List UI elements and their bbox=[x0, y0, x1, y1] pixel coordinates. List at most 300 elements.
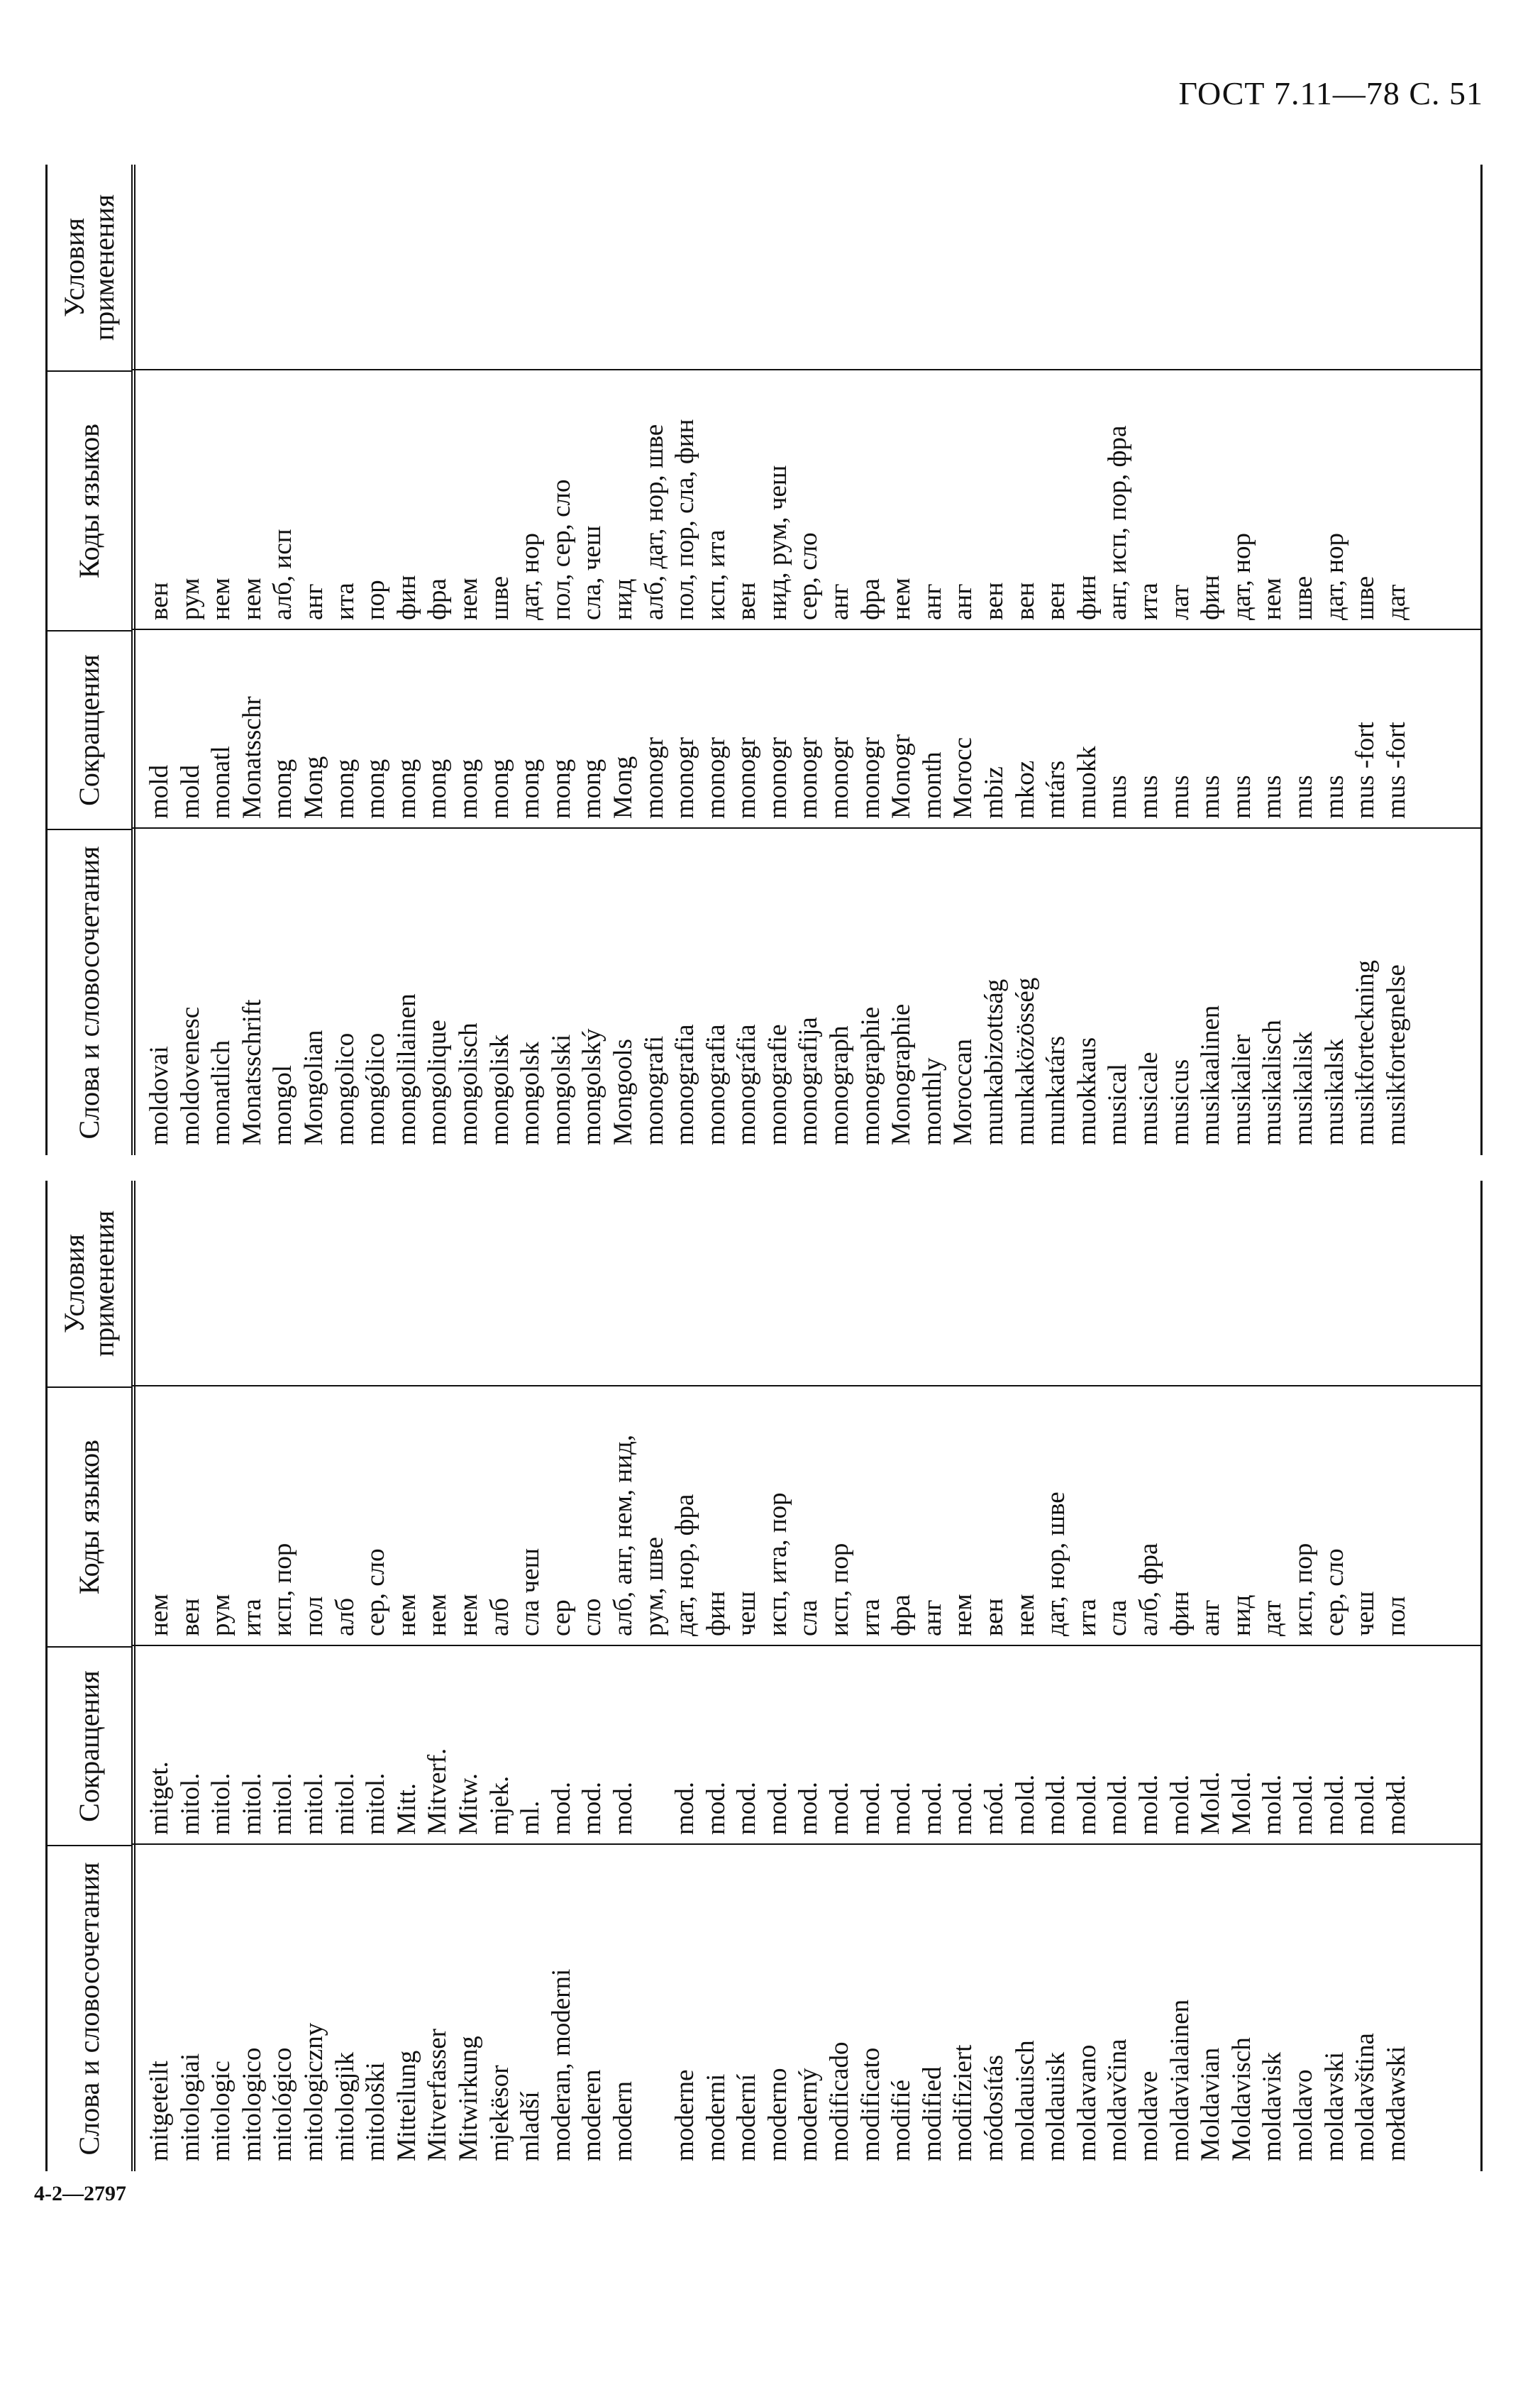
entry-word: musikalisch bbox=[1258, 1020, 1287, 1145]
header-conditions: Условия применения bbox=[58, 194, 120, 341]
entry-abbreviation: mod. bbox=[794, 1781, 824, 1835]
entry-language-codes: нид bbox=[1226, 1594, 1256, 1636]
entry-word: moldavština bbox=[1351, 2033, 1380, 2161]
entry-language-codes: нем bbox=[237, 578, 267, 620]
table-row bbox=[422, 1181, 453, 2171]
entry-word: moldavčina bbox=[1103, 2039, 1133, 2161]
entry-language-codes: исп, ита bbox=[701, 529, 731, 620]
entry-abbreviation: mod. bbox=[546, 1781, 576, 1835]
entry-word: muokkaus bbox=[1072, 1037, 1102, 1145]
entry-word: Monatsschrift bbox=[237, 999, 267, 1145]
entry-language-codes: нем bbox=[145, 1594, 174, 1636]
entry-abbreviation: Mold. bbox=[1196, 1771, 1226, 1835]
entry-language-codes: фин bbox=[701, 1591, 731, 1636]
table-row bbox=[1381, 165, 1412, 1155]
entry-word: musicale bbox=[1134, 1052, 1163, 1145]
entry-abbreviation: mong bbox=[392, 759, 421, 819]
entry-language-codes: рум bbox=[206, 1594, 236, 1636]
table-row bbox=[453, 1181, 484, 2171]
entry-language-codes: дат bbox=[1381, 584, 1411, 620]
entry-language-codes: нем bbox=[453, 1594, 483, 1636]
table-row bbox=[793, 1181, 824, 2171]
left-table bbox=[45, 1181, 1483, 2171]
table-row bbox=[577, 165, 608, 1155]
entry-language-codes: анг bbox=[917, 1599, 947, 1636]
left-table-header bbox=[48, 1181, 135, 2171]
entry-language-codes: вен bbox=[732, 582, 762, 620]
entry-abbreviation: mod. bbox=[763, 1781, 792, 1835]
table-row bbox=[175, 1181, 206, 2171]
header-abbreviations: Сокращения bbox=[48, 1646, 131, 1845]
entry-abbreviation: monogr bbox=[825, 737, 855, 819]
entry-word: musicus bbox=[1165, 1059, 1195, 1145]
entry-language-codes: фра bbox=[855, 578, 885, 620]
table-row bbox=[546, 1181, 577, 2171]
entry-language-codes: вен bbox=[1010, 582, 1040, 620]
entry-word: Mitverfasser bbox=[423, 2029, 453, 2161]
table-row bbox=[1288, 1181, 1319, 2171]
entry-word: moldavialainen bbox=[1165, 1999, 1195, 2161]
entry-abbreviation: mong bbox=[484, 759, 514, 819]
entry-language-codes: пол bbox=[1381, 1596, 1411, 1636]
entry-abbreviation: mjek. bbox=[484, 1775, 514, 1835]
entry-abbreviation: mong bbox=[361, 759, 391, 819]
table-row bbox=[701, 1181, 732, 2171]
table-row bbox=[731, 1181, 763, 2171]
left-table-body bbox=[144, 1181, 1412, 2171]
entry-abbreviation: mitget. bbox=[145, 1761, 174, 1835]
table-row bbox=[392, 1181, 423, 2171]
table-row bbox=[484, 165, 516, 1155]
entry-language-codes: нем bbox=[423, 1594, 453, 1636]
entry-abbreviation: mus bbox=[1165, 775, 1195, 819]
entry-abbreviation: mold. bbox=[1103, 1774, 1133, 1835]
entry-language-codes: фра bbox=[423, 578, 453, 620]
entry-word: modifiziert bbox=[948, 2044, 978, 2161]
entry-language-codes: ита bbox=[1072, 1599, 1102, 1636]
entry-word: moderan, moderni bbox=[546, 1968, 576, 2161]
entry-abbreviation: mitol. bbox=[175, 1772, 205, 1835]
entry-abbreviation: mold. bbox=[1258, 1774, 1287, 1835]
entry-word: monographie bbox=[855, 1006, 885, 1145]
entry-word: mongólico bbox=[361, 1032, 391, 1145]
entry-abbreviation: mold. bbox=[1010, 1774, 1040, 1835]
entry-language-codes: вен bbox=[145, 582, 174, 620]
entry-abbreviation: ml. bbox=[516, 1800, 545, 1835]
entry-abbreviation: mod. bbox=[577, 1781, 607, 1835]
entry-language-codes: сла, чеш bbox=[577, 525, 607, 620]
entry-abbreviation: mód. bbox=[980, 1781, 1009, 1835]
table-row bbox=[731, 165, 763, 1155]
table-row bbox=[1010, 1181, 1041, 2171]
entry-abbreviation: mitol. bbox=[361, 1772, 391, 1835]
entry-word: mongolico bbox=[330, 1032, 360, 1145]
entry-abbreviation: Mold. bbox=[1226, 1771, 1256, 1835]
entry-language-codes: анг bbox=[917, 583, 947, 620]
entry-language-codes: пол, сер, сло bbox=[546, 479, 576, 620]
entry-word: mongol bbox=[268, 1064, 298, 1145]
table-row bbox=[948, 1181, 979, 2171]
table-row bbox=[824, 165, 855, 1155]
entry-language-codes: фин bbox=[1165, 1591, 1195, 1636]
table-row bbox=[237, 165, 268, 1155]
entry-word: mitologic bbox=[206, 2061, 236, 2161]
entry-language-codes: ита bbox=[330, 583, 360, 620]
entry-abbreviation: mong bbox=[268, 759, 298, 819]
table-row bbox=[577, 1181, 608, 2171]
entry-word: Monographie bbox=[887, 1003, 916, 1145]
entry-abbreviation: monogr bbox=[639, 737, 669, 819]
table-row bbox=[824, 1181, 855, 2171]
entry-abbreviation: mkoz bbox=[1010, 760, 1040, 819]
entry-abbreviation: monogr bbox=[732, 737, 762, 819]
entry-language-codes: анг, исп, пор, фра bbox=[1103, 425, 1133, 620]
entry-word: Moroccan bbox=[948, 1039, 978, 1145]
entry-word: musikalier bbox=[1226, 1034, 1256, 1145]
entry-word: moldovenesc bbox=[175, 1006, 205, 1145]
table-row bbox=[1350, 1181, 1381, 2171]
entry-word: módosítás bbox=[980, 2054, 1009, 2161]
entry-language-codes: анг bbox=[299, 583, 328, 620]
table-row bbox=[886, 1181, 917, 2171]
table-row bbox=[360, 1181, 392, 2171]
entry-abbreviation: Mitverf. bbox=[423, 1748, 453, 1835]
entry-abbreviation: mod. bbox=[825, 1781, 855, 1835]
entry-word: Mongools bbox=[608, 1038, 638, 1145]
entry-word: Moldavian bbox=[1196, 2047, 1226, 2161]
entry-language-codes: чеш bbox=[1351, 1591, 1380, 1636]
table-row bbox=[330, 1181, 361, 2171]
entry-abbreviation: Mitw. bbox=[453, 1772, 483, 1835]
table-row bbox=[484, 1181, 516, 2171]
table-row bbox=[608, 1181, 639, 2171]
entry-word: mjekësor bbox=[484, 2065, 514, 2161]
entry-word: munkaközösség bbox=[1010, 977, 1040, 1145]
entry-word: musikalisk bbox=[1288, 1031, 1318, 1145]
entry-abbreviation: mod. bbox=[701, 1781, 731, 1835]
entry-abbreviation: mus -fort bbox=[1351, 722, 1380, 819]
entry-abbreviation: mitol. bbox=[330, 1772, 360, 1835]
entry-abbreviation: mong bbox=[546, 759, 576, 819]
entry-word: musikaalinen bbox=[1196, 1005, 1226, 1145]
table-row bbox=[1165, 1181, 1196, 2171]
entry-word: monográfia bbox=[732, 1024, 762, 1145]
table-row bbox=[917, 1181, 948, 2171]
entry-word: Mongolian bbox=[299, 1030, 328, 1145]
entry-abbreviation: monogr bbox=[670, 737, 700, 819]
entry-abbreviation: mold bbox=[145, 764, 174, 819]
entry-language-codes: шве bbox=[1351, 575, 1380, 620]
entry-abbreviation: monogr bbox=[701, 737, 731, 819]
entry-abbreviation: mus bbox=[1226, 775, 1256, 819]
header-conditions: Условия применения bbox=[58, 1210, 120, 1357]
entry-language-codes: анг bbox=[825, 583, 855, 620]
entry-word: moldavski bbox=[1319, 2051, 1349, 2161]
entry-word: mladší bbox=[516, 2091, 545, 2161]
entry-language-codes: алб bbox=[330, 1597, 360, 1636]
entry-word: moderno bbox=[763, 2068, 792, 2161]
table-row bbox=[1195, 165, 1226, 1155]
table-row bbox=[763, 165, 794, 1155]
table-row bbox=[515, 1181, 546, 2171]
entry-language-codes: пол, пор, сла, фин bbox=[670, 419, 700, 620]
entry-language-codes: дат, нор bbox=[1226, 533, 1256, 620]
entry-abbreviation: mod. bbox=[855, 1781, 885, 1835]
entry-language-codes: вен bbox=[980, 582, 1009, 620]
table-row bbox=[886, 165, 917, 1155]
entry-word: monografie bbox=[763, 1024, 792, 1145]
table-row bbox=[1072, 165, 1103, 1155]
entry-word: Moldavisch bbox=[1226, 2037, 1256, 2161]
table-row bbox=[1226, 1181, 1258, 2171]
entry-word: mitologiai bbox=[175, 2053, 205, 2161]
table-row bbox=[763, 1181, 794, 2171]
table-row bbox=[1319, 1181, 1351, 2171]
entry-word: mongolique bbox=[423, 1020, 453, 1145]
table-row bbox=[979, 1181, 1010, 2171]
table-row bbox=[1226, 165, 1258, 1155]
entry-language-codes: чеш bbox=[732, 1591, 762, 1636]
entry-word: moderní bbox=[732, 2073, 762, 2161]
entry-language-codes: дат, нор bbox=[516, 533, 545, 620]
entry-language-codes: ита bbox=[855, 1599, 885, 1636]
table-row bbox=[670, 1181, 701, 2171]
entry-language-codes: сло bbox=[577, 1598, 607, 1636]
entry-language-codes: сла чеш bbox=[516, 1548, 545, 1636]
table-row bbox=[1102, 165, 1134, 1155]
entry-word: modified bbox=[917, 2066, 947, 2161]
table-row bbox=[422, 165, 453, 1155]
table-row bbox=[855, 165, 887, 1155]
header-words: Слова и словосочетания bbox=[48, 829, 131, 1155]
table-row bbox=[360, 165, 392, 1155]
table-row bbox=[330, 165, 361, 1155]
entry-abbreviation: mold. bbox=[1041, 1774, 1071, 1835]
entry-abbreviation: mold. bbox=[1072, 1774, 1102, 1835]
entry-language-codes: анг bbox=[1196, 1599, 1226, 1636]
table-row bbox=[144, 1181, 175, 2171]
table-row bbox=[515, 165, 546, 1155]
entry-word: mongolský bbox=[577, 1028, 607, 1145]
entry-word: modern bbox=[608, 2080, 638, 2161]
entry-language-codes: фин bbox=[1196, 575, 1226, 620]
entry-language-codes: нем bbox=[948, 1594, 978, 1636]
entry-language-codes: дат, нор, шве bbox=[1041, 1491, 1071, 1636]
table-row bbox=[1288, 165, 1319, 1155]
entry-word: mongolski bbox=[546, 1034, 576, 1145]
entry-language-codes: ита bbox=[237, 1599, 267, 1636]
entry-abbreviation: Monogr bbox=[887, 734, 916, 819]
entry-abbreviation: mitol. bbox=[268, 1772, 298, 1835]
entry-abbreviation: mong bbox=[330, 759, 360, 819]
entry-language-codes: пор bbox=[361, 580, 391, 620]
entry-language-codes: алб, фра bbox=[1134, 1543, 1163, 1636]
entry-language-codes: нем bbox=[206, 578, 236, 620]
entry-abbreviation: mołd. bbox=[1381, 1774, 1411, 1835]
entry-abbreviation: mold. bbox=[1165, 1774, 1195, 1835]
entry-language-codes: нем bbox=[1258, 578, 1287, 620]
table-row bbox=[546, 165, 577, 1155]
right-table-body bbox=[144, 165, 1412, 1155]
table-row bbox=[639, 1181, 670, 2171]
entry-abbreviation: Morocc bbox=[948, 737, 978, 819]
entry-word: mitgeteilt bbox=[145, 2061, 174, 2161]
table-row bbox=[979, 165, 1010, 1155]
entry-word: monografi bbox=[639, 1035, 669, 1145]
entry-language-codes: фин bbox=[392, 575, 421, 620]
entry-abbreviation: mod. bbox=[608, 1781, 638, 1835]
header-language-codes: Коды языков bbox=[48, 370, 131, 630]
entry-abbreviation: mus bbox=[1258, 775, 1287, 819]
entry-language-codes: дат bbox=[1258, 1600, 1287, 1636]
entry-language-codes: сла bbox=[1103, 1599, 1133, 1636]
entry-language-codes: нем bbox=[887, 578, 916, 620]
table-row bbox=[1257, 165, 1288, 1155]
entry-abbreviation: muokk bbox=[1072, 746, 1102, 819]
entry-language-codes: исп, пор bbox=[268, 1543, 298, 1636]
table-row bbox=[144, 165, 175, 1155]
entry-word: mongolilainen bbox=[392, 993, 421, 1145]
entry-abbreviation: Mitt. bbox=[392, 1783, 421, 1835]
entry-abbreviation: mold. bbox=[1134, 1774, 1163, 1835]
entry-abbreviation: mod. bbox=[670, 1781, 700, 1835]
table-row bbox=[608, 165, 639, 1155]
entry-abbreviation: mong bbox=[423, 759, 453, 819]
entry-abbreviation: mus bbox=[1103, 775, 1133, 819]
entry-word: modifié bbox=[887, 2079, 916, 2161]
table-row bbox=[1134, 1181, 1165, 2171]
entry-language-codes: дат, нор, фра bbox=[670, 1494, 700, 1636]
entry-word: musical bbox=[1103, 1063, 1133, 1145]
entry-language-codes: алб, исп bbox=[268, 529, 298, 620]
entry-word: moldauisch bbox=[1010, 2040, 1040, 2161]
right-table bbox=[45, 165, 1483, 1155]
header-words: Слова и словосочетания bbox=[48, 1845, 131, 2171]
table-row bbox=[1102, 1181, 1134, 2171]
entry-abbreviation: mus bbox=[1319, 775, 1349, 819]
table-row bbox=[267, 165, 299, 1155]
table-row bbox=[392, 165, 423, 1155]
entry-language-codes: алб, анг, нем, нид, bbox=[608, 1434, 638, 1636]
table-row bbox=[267, 1181, 299, 2171]
table-row bbox=[1257, 1181, 1288, 2171]
entry-language-codes: вен bbox=[980, 1598, 1009, 1636]
entry-word: munkatárs bbox=[1041, 1035, 1071, 1145]
entry-language-codes: алб bbox=[484, 1597, 514, 1636]
entry-word: monthly bbox=[917, 1057, 947, 1145]
table-row bbox=[639, 165, 670, 1155]
entry-word: moldave bbox=[1134, 2070, 1163, 2161]
entry-word: mitologiczny bbox=[299, 2022, 328, 2161]
entry-word: moderni bbox=[701, 2073, 731, 2161]
entry-abbreviation: mong bbox=[577, 759, 607, 819]
entry-language-codes: фин bbox=[1072, 575, 1102, 620]
page-header: ГОСТ 7.11—78 С. 51 bbox=[1178, 75, 1483, 111]
header-language-codes: Коды языков bbox=[48, 1386, 131, 1646]
entry-abbreviation: monogr bbox=[763, 737, 792, 819]
entry-word: modificado bbox=[825, 2041, 855, 2161]
entry-word: munkabizottság bbox=[980, 978, 1009, 1145]
entry-language-codes: сла bbox=[794, 1599, 824, 1636]
entry-abbreviation: monatl bbox=[206, 746, 236, 819]
table-row bbox=[206, 1181, 237, 2171]
entry-language-codes: алб, дат, нор, шве bbox=[639, 424, 669, 620]
table-row bbox=[1381, 1181, 1412, 2171]
entry-language-codes: нид bbox=[608, 578, 638, 620]
entry-language-codes: шве bbox=[484, 575, 514, 620]
entry-word: Mitteilung bbox=[392, 2050, 421, 2161]
entry-abbreviation: mod. bbox=[917, 1781, 947, 1835]
table-row bbox=[1134, 165, 1165, 1155]
entry-language-codes: сер bbox=[546, 1599, 576, 1636]
entry-word: mitologico bbox=[237, 2047, 267, 2161]
entry-language-codes: нем bbox=[1010, 1594, 1040, 1636]
right-table-header bbox=[48, 165, 135, 1155]
entry-word: moderne bbox=[670, 2069, 700, 2161]
entry-abbreviation: mus bbox=[1134, 775, 1163, 819]
entry-abbreviation: Monatsschr bbox=[237, 696, 267, 819]
entry-word: moderný bbox=[794, 2068, 824, 2161]
entry-language-codes: сер, сло bbox=[361, 1548, 391, 1636]
entry-word: moldovai bbox=[145, 1046, 174, 1145]
entry-language-codes: ита bbox=[1134, 583, 1163, 620]
table-row bbox=[175, 165, 206, 1155]
entry-word: monografia bbox=[701, 1024, 731, 1145]
entry-language-codes: шве bbox=[1288, 575, 1318, 620]
entry-language-codes: фра bbox=[887, 1594, 916, 1636]
entry-word: monograph bbox=[825, 1025, 855, 1145]
entry-abbreviation: mus bbox=[1196, 775, 1226, 819]
entry-language-codes: лат bbox=[1165, 584, 1195, 620]
table-row bbox=[917, 165, 948, 1155]
entry-word: mitološki bbox=[361, 2062, 391, 2161]
entry-word: mongolisk bbox=[484, 1034, 514, 1145]
entry-language-codes: анг bbox=[948, 583, 978, 620]
entry-abbreviation: mus -fort bbox=[1381, 722, 1411, 819]
entry-language-codes: пол bbox=[299, 1596, 328, 1636]
entry-abbreviation: monogr bbox=[794, 737, 824, 819]
entry-language-codes: исп, пор bbox=[1288, 1543, 1318, 1636]
table-row bbox=[1072, 1181, 1103, 2171]
entry-word: mongolisch bbox=[453, 1022, 483, 1145]
entry-language-codes: нид, рум, чеш bbox=[763, 465, 792, 620]
entry-word: monografija bbox=[794, 1017, 824, 1145]
entry-abbreviation: mitol. bbox=[237, 1772, 267, 1835]
entry-abbreviation: mitol. bbox=[299, 1772, 328, 1835]
entry-abbreviation: Mong bbox=[299, 756, 328, 819]
table-row bbox=[299, 1181, 330, 2171]
page-footer: 4-2—2797 bbox=[34, 2182, 126, 2205]
table-row bbox=[1195, 1181, 1226, 2171]
entry-word: moldavo bbox=[1288, 2069, 1318, 2161]
table-row bbox=[1350, 165, 1381, 1155]
entry-word: moldauisk bbox=[1041, 2051, 1071, 2161]
table-row bbox=[299, 165, 330, 1155]
entry-language-codes: сер, сло bbox=[1319, 1548, 1349, 1636]
entry-abbreviation: mus bbox=[1288, 775, 1318, 819]
entry-abbreviation: mod. bbox=[948, 1781, 978, 1835]
entry-word: musikforteckning bbox=[1351, 959, 1380, 1145]
entry-language-codes: рум, шве bbox=[639, 1536, 669, 1636]
entry-abbreviation: monogr bbox=[855, 737, 885, 819]
entry-language-codes: дат, нор bbox=[1319, 533, 1349, 620]
entry-abbreviation: mong bbox=[516, 759, 545, 819]
entry-word: musikalsk bbox=[1319, 1038, 1349, 1145]
rotated-content bbox=[45, 163, 1478, 2171]
entry-word: monatlich bbox=[206, 1040, 236, 1145]
entry-word: moderen bbox=[577, 2069, 607, 2161]
entry-language-codes: нем bbox=[392, 1594, 421, 1636]
